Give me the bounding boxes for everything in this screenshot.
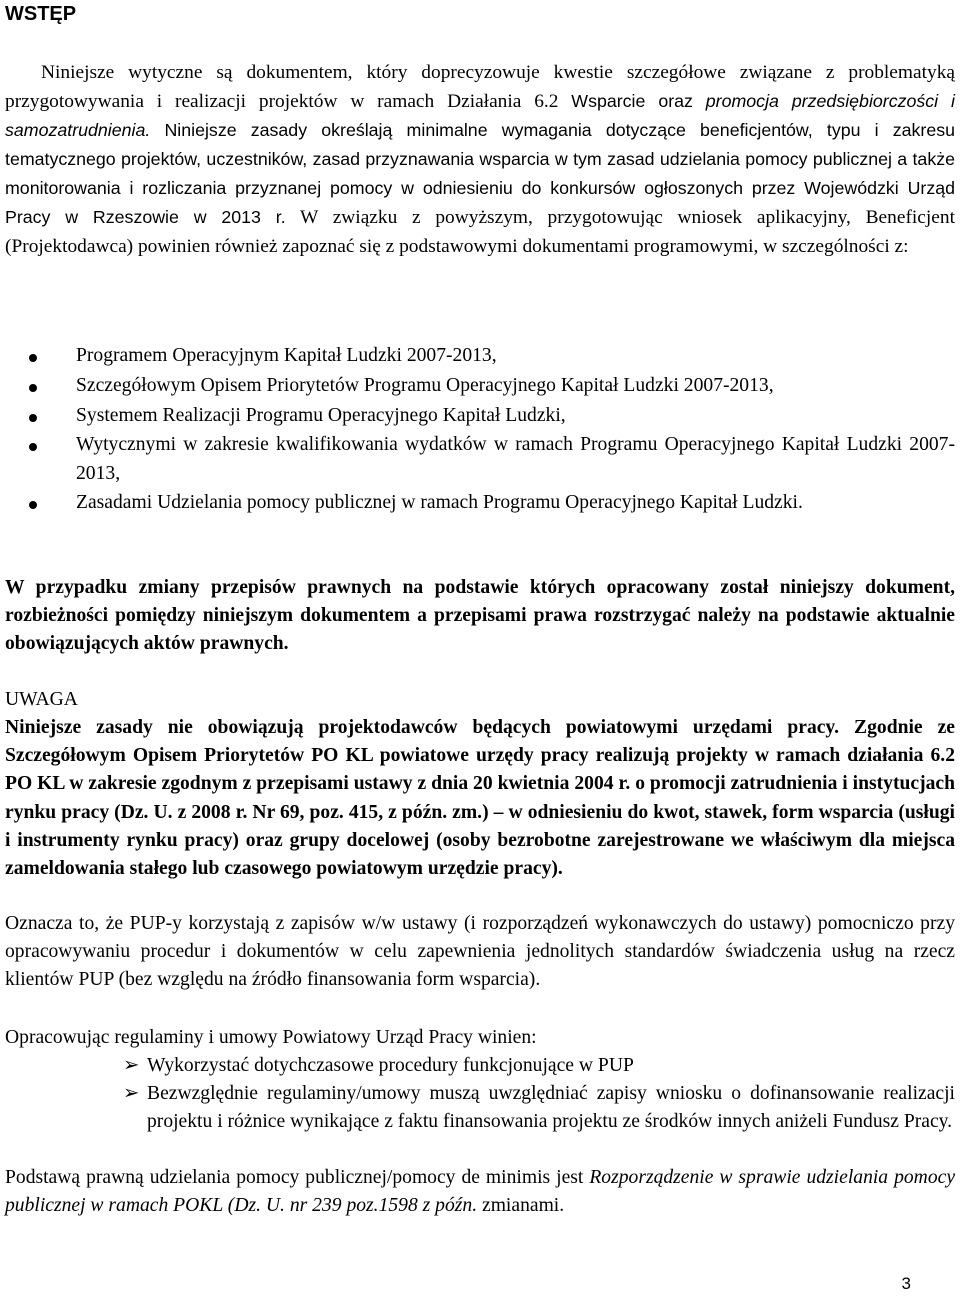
bullet-icon <box>29 443 37 451</box>
intro-body-sans-text: Niniejsze zasady określają minimalne wymagania dotyczące beneficjentów, typu i zakresu tematycznego projektów, uczestników, zasad przyznawania wsparcia w tym zasad udzielania pomocy publicznej a także monitorowania i rozliczania przyznanej pomocy w odniesieniu do konkursów ogłoszonych przez Wojewódzki Urząd Pracy w Rzeszowie w 2013 r. <box>5 120 955 227</box>
list-item <box>5 402 955 430</box>
list-item <box>5 342 955 370</box>
regulation-title: Rozporządzenie w sprawie udzielania pomocy publicznej w ramach POKL (Dz. U. nr 239 poz.1598 z późn. <box>5 1167 956 1217</box>
requirement-text: Bezwzględnie regulaminy/umowy muszą uwzględniać zapisy wniosku o dofinansowanie realizacji projektu i różnice wynikające z faktu finansowania projektu ze środków innych aniżeli Fundusz Pracy. <box>147 1083 955 1133</box>
bullet-text: Wytycznymi w zakresie kwalifikowania wydatków w ramach Programu Operacyjnego Kapitał Ludzki 2007- 2013, <box>76 434 955 484</box>
uwaga-label: UWAGA <box>5 689 78 710</box>
pup-explanation-paragraph: Oznacza to, że PUP-y korzystają z zapisów w/w ustawy (i rozporządzeń wykonawczych do ustawy) pomocniczo przy opracowywaniu procedur i dokumentów w celu zapewnienia jednolitych standardów świadczenia usług na rzecz klientów PUP (bez względu na źródło finansowania form wsparcia). <box>5 913 955 991</box>
intro-body-text: W związku z powyższym, przygotowując wniosek aplikacyjny, Beneficjent (Projektodawca) powinien również zapoznać się z podstawowymi dokumentami programowymi, w szczególności z: <box>5 207 955 257</box>
bullet-text: Programem Operacyjnym Kapitał Ludzki 2007-2013, <box>76 345 497 366</box>
bullet-icon <box>29 501 37 509</box>
bullet-text: Systemem Realizacji Programu Operacyjnego Kapitał Ludzki, <box>76 404 566 426</box>
list-item <box>5 1052 955 1080</box>
intro-lead-text: Niniejsze wytyczne są dokumentem, który doprecyzowuje kwestie szczegółowe związane z problematyką przygotowywania i realizacji projektów w ramach Działania 6.2 <box>5 62 955 112</box>
legal-basis-tail: zmianami. <box>477 1195 565 1217</box>
bullet-icon <box>29 384 37 392</box>
intro-lead-italic-text: promocja przedsiębiorczości i samozatrudnienia. <box>5 91 955 140</box>
pup-notice: Niniejsze zasady nie obowiązują projektodawców będących powiatowymi urzędami pracy. Zgodnie ze Szczegółowym Opisem Priorytetów PO KL powiatowe urzędy pracy realizują projekty w ramach działania 6.2 PO KL w zakresie zgodnym z przepisami ustawy z dnia 20 kwietnia 2004 r. o promocji zatrudnienia i instytucjach rynku pracy (Dz. U. z 2008 r. Nr 69, poz. 415, z późn. zm.) – w odniesieniu do kwot, stawek, form wsparcia (usługi i instrumenty rynku pracy) oraz grupy docelowej (osoby bezrobotne zarejestrowane we właściwym dla miejsca zameldowania stałego lub czasowego powiatowym urzędzie pracy). <box>5 717 955 880</box>
legal-change-notice: W przypadku zmiany przepisów prawnych na podstawie których opracowany został niniejszy dokument, rozbieżności pomiędzy niniejszym dokumentem a przepisami prawa rozstrzygać należy na podstawie aktualnie obowiązujących aktów prawnych. <box>5 577 955 655</box>
arrow-bullet-icon: ➢ <box>123 1055 140 1076</box>
page-number: 3 <box>901 1274 911 1293</box>
bullet-icon <box>29 354 37 362</box>
intro-lead-sans-text: Wsparcie oraz <box>571 91 693 111</box>
list-item <box>5 1080 955 1136</box>
bullet-icon <box>29 414 37 422</box>
requirements-list <box>5 1052 955 1137</box>
list-item <box>5 489 955 517</box>
intro-paragraph <box>5 58 955 261</box>
legal-basis-paragraph <box>5 1164 955 1220</box>
list-item <box>5 431 955 487</box>
bullet-text: Zasadami Udzielania pomocy publicznej w ramach Programu Operacyjnego Kapitał Ludzki. <box>76 492 803 514</box>
bullet-text: Szczegółowym Opisem Priorytetów Programu Operacyjnego Kapitał Ludzki 2007-2013, <box>76 374 774 396</box>
arrow-bullet-icon: ➢ <box>123 1083 140 1105</box>
requirement-text: Wykorzystać dotychczasowe procedury funkcjonujące w PUP <box>147 1055 634 1076</box>
list-item <box>5 372 955 400</box>
documents-bullet-list <box>5 342 955 519</box>
regulations-intro: Opracowując regulaminy i umowy Powiatowy Urząd Pracy winien: <box>5 1027 537 1048</box>
page-heading: WSTĘP <box>5 3 77 25</box>
legal-basis-text: Podstawą prawną udzielania pomocy publicznej/pomocy de minimis jest <box>5 1167 590 1188</box>
